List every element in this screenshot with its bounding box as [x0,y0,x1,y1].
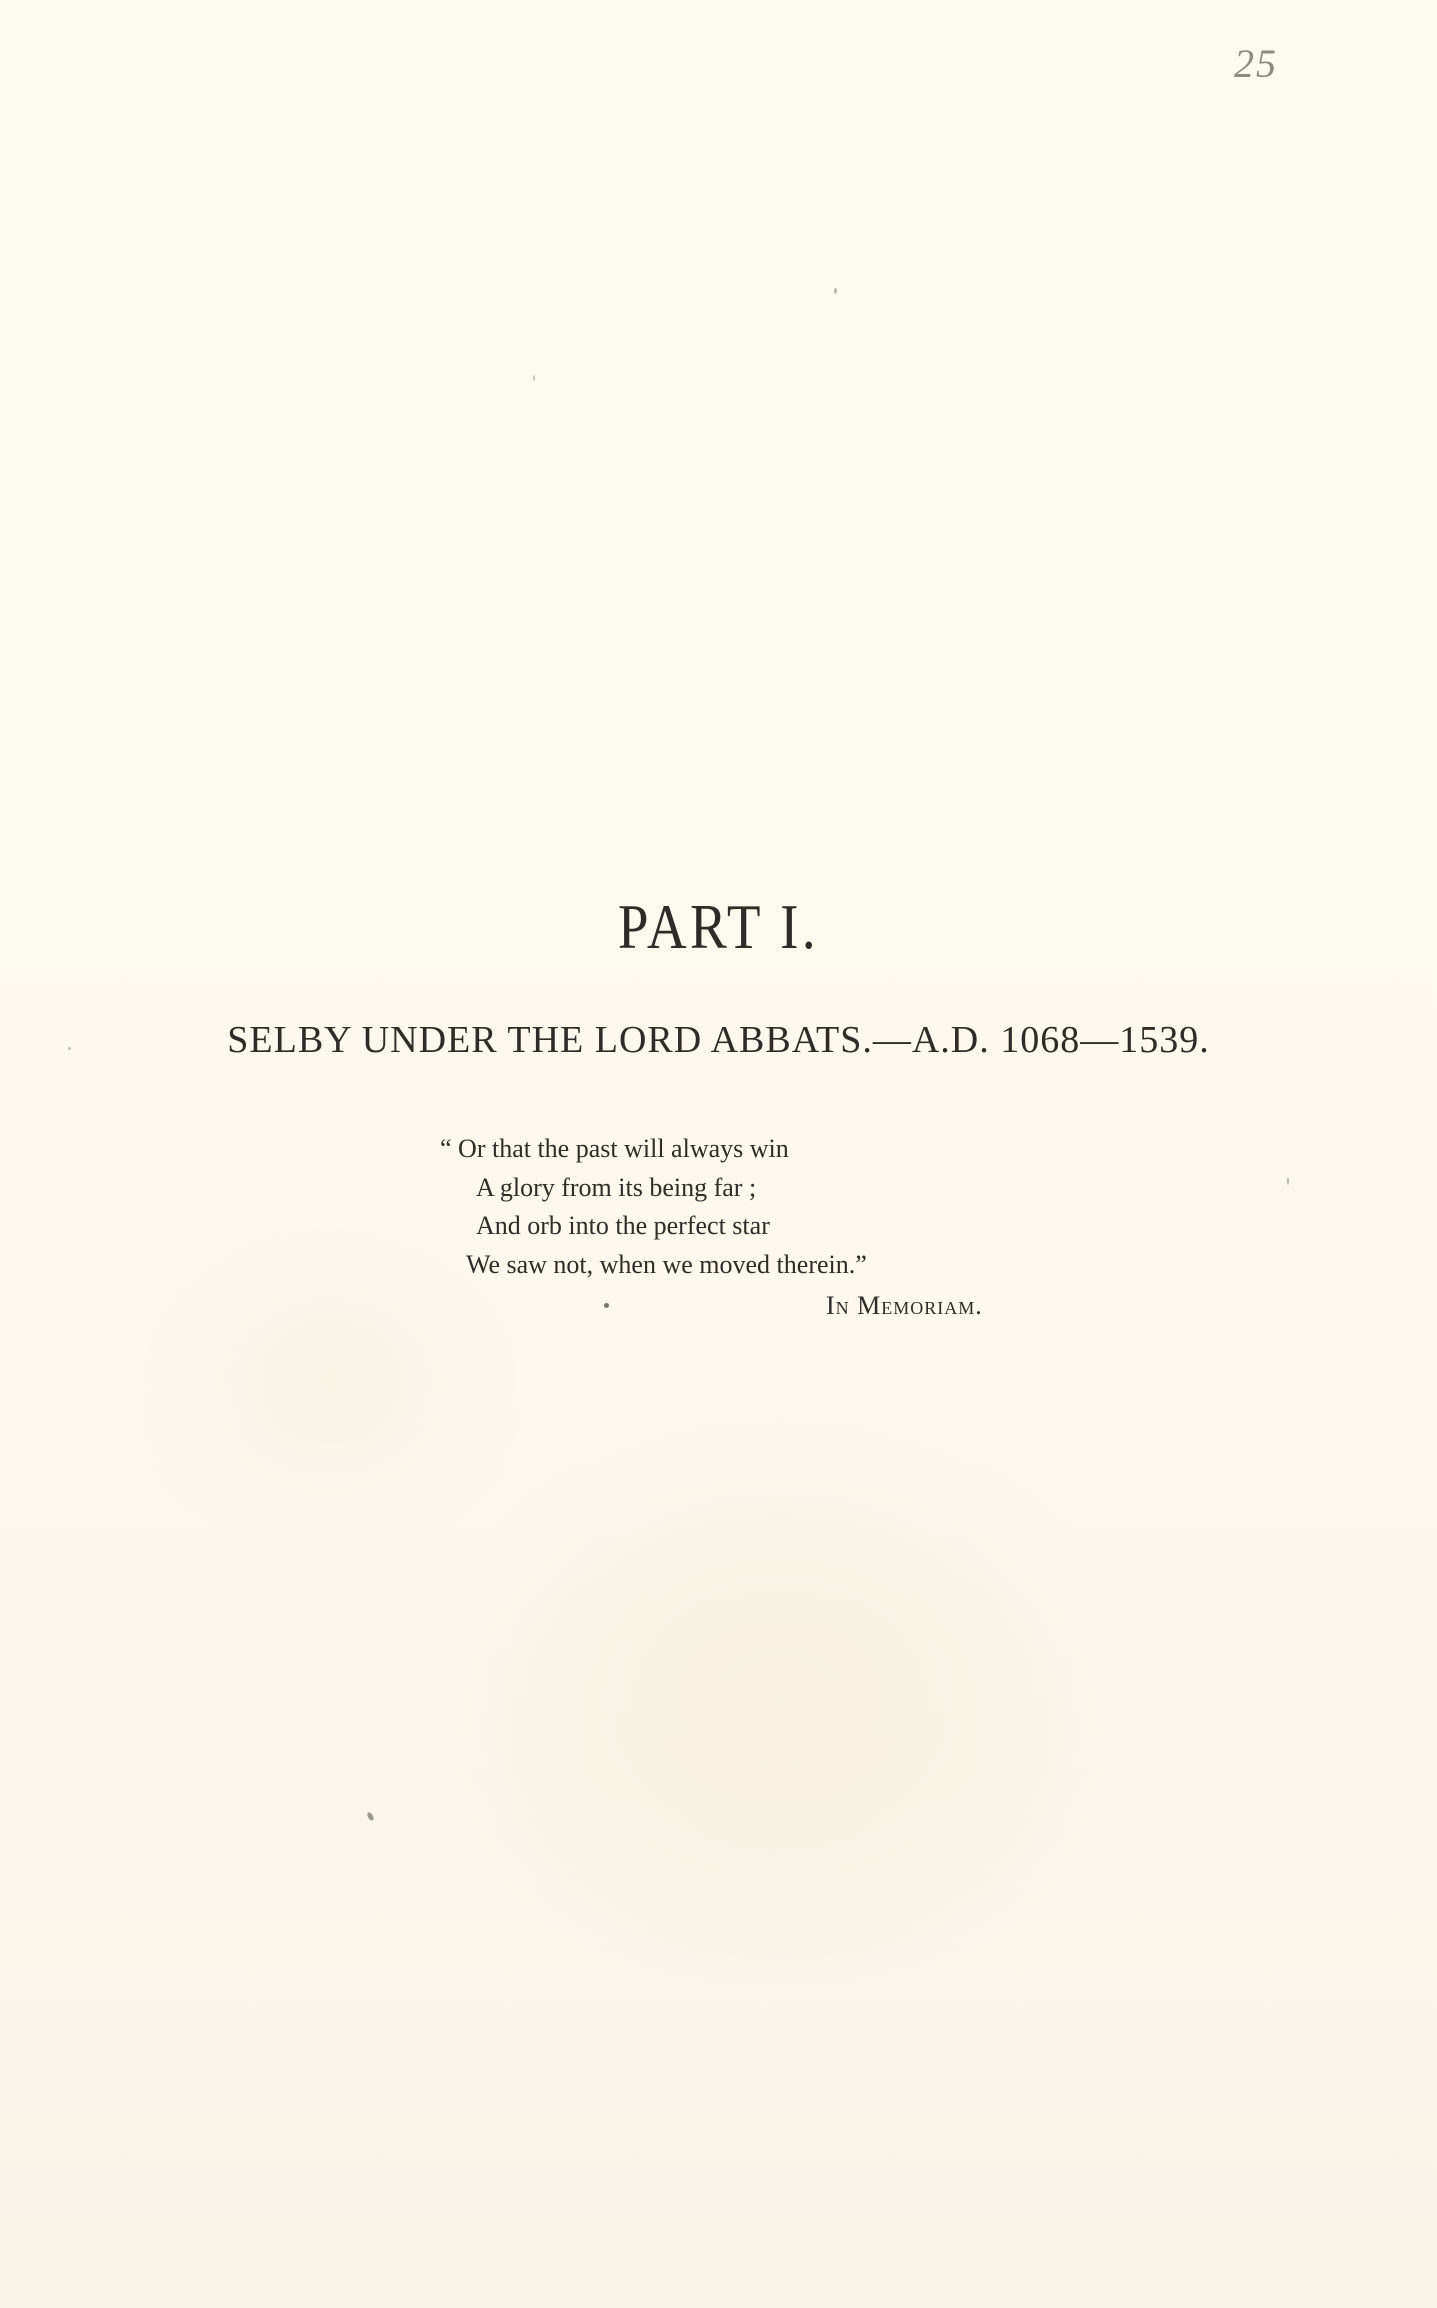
part-subtitle: SELBY UNDER THE LORD ABBATS.—A.D. 1068—1539. [227,1019,1210,1061]
epigraph-line: “ Or that the past will always win [440,1134,789,1163]
epigraph-line: We saw not, when we moved therein.” [466,1249,867,1279]
paper-speck [834,288,837,294]
epigraph [440,1130,1060,1284]
paper-speck [68,1047,71,1050]
paper-speck [366,1811,375,1821]
paper-speck [533,375,535,381]
paper-speck [604,1303,609,1308]
epigraph-line: A glory from its being far ; [476,1172,757,1202]
page-number: 25 [1234,41,1278,86]
paper-speck [1287,1177,1289,1185]
epigraph-line: And orb into the perfect star [476,1211,770,1240]
epigraph-attribution: In Memoriam. [826,1291,983,1320]
part-title: PART I. [617,891,820,962]
